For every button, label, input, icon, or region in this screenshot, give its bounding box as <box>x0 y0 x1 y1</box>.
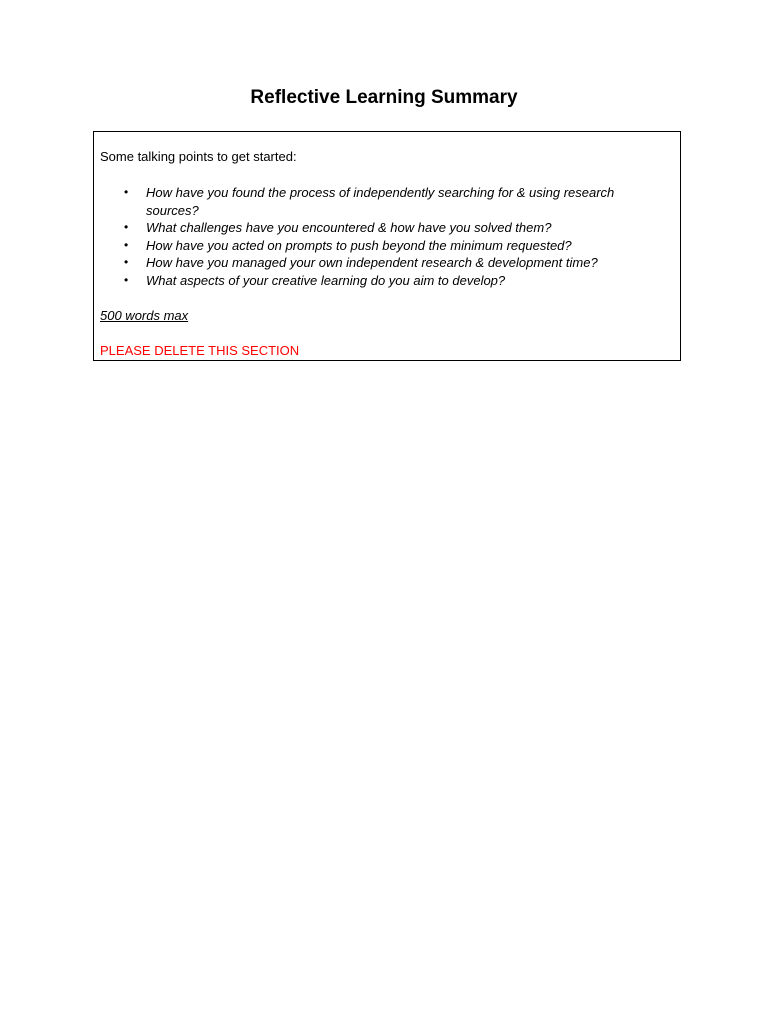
page-title: Reflective Learning Summary <box>250 87 518 108</box>
list-item-text: How have you found the process of independently searching for & using research sources? <box>146 185 615 218</box>
intro-text: Some talking points to get started: <box>100 149 297 164</box>
list-item-text: How have you managed your own independent research & development time? <box>146 255 598 270</box>
list-item-text: What challenges have you encountered & how have you solved them? <box>146 220 552 235</box>
list-item <box>94 254 680 272</box>
bullet-icon: • <box>124 255 129 269</box>
list-item-text: What aspects of your creative learning do you aim to develop? <box>146 272 506 288</box>
list-item-text: How have you acted on prompts to push beyond the minimum requested? <box>146 237 572 253</box>
delete-section-note: PLEASE DELETE THIS SECTION <box>100 343 300 358</box>
word-limit-note: 500 words max <box>100 308 189 323</box>
list-item <box>94 219 680 237</box>
bullet-icon: • <box>124 185 129 199</box>
list-item <box>94 184 680 219</box>
list-item <box>94 272 680 290</box>
bullet-icon: • <box>124 272 129 287</box>
talking-points-box <box>93 131 681 361</box>
bullet-icon: • <box>124 237 129 252</box>
bullet-icon: • <box>124 220 129 234</box>
talking-points-list <box>94 184 680 289</box>
list-item <box>94 237 680 255</box>
